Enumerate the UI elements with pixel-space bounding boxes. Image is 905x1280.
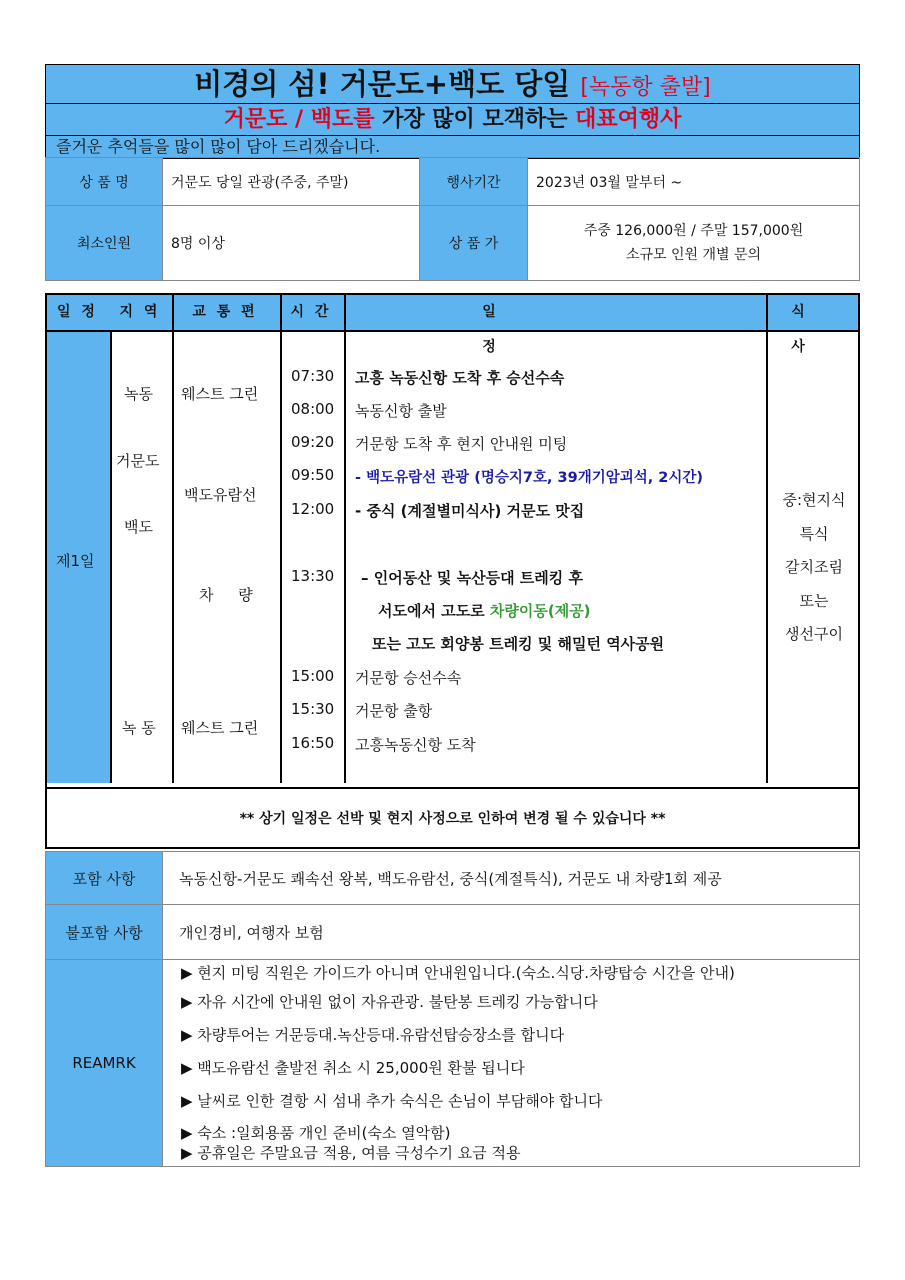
item-depart: 녹동신항 출발	[355, 402, 447, 420]
time-1650: 16:50	[291, 734, 335, 752]
header-time: 시 간	[290, 304, 332, 320]
product-name-label: 상 품 명	[46, 158, 163, 206]
period-value: 2023년 03월 말부터 ~	[528, 158, 860, 206]
day-label: 제1일	[56, 552, 95, 570]
item-trekking: – 인어동산 및 녹산등대 트레킹 후	[361, 569, 583, 587]
include-label: 포함 사항	[46, 852, 163, 905]
item-arrive: 고흥 녹동신항 도착 후 승선수속	[355, 369, 565, 387]
product-info-table	[45, 157, 860, 281]
remark-item: ▶ 백도유람선 출발전 취소 시 25,000원 환불 됩니다	[181, 1059, 525, 1077]
meal-line-3: 갈치조림	[785, 558, 843, 576]
transport-west-green-return: 웨스트 그린	[181, 719, 259, 737]
header-itinerary: 일 정	[482, 304, 626, 355]
header-region: 지 역	[119, 304, 161, 320]
meal-info	[768, 484, 860, 652]
meal-line-5: 생선구이	[785, 625, 843, 643]
meal-line-4: 또는	[799, 591, 829, 610]
time-0800: 08:00	[291, 400, 335, 418]
time-1200: 12:00	[291, 500, 335, 518]
schedule-table	[45, 293, 860, 849]
item-transfer-green: 차량이동(제공)	[489, 602, 591, 620]
item-meeting: 거문항 도착 후 현지 안내원 미팅	[355, 435, 568, 453]
item-cruise: - 백도유람선 관광 (명승지7호, 39개기암괴석, 2시간)	[355, 470, 704, 486]
header-block	[45, 64, 860, 159]
title-tag: [녹동항 출발]	[580, 75, 711, 100]
transport-cruise: 백도유람선	[184, 486, 257, 504]
time-1330: 13:30	[291, 567, 335, 585]
region-nokdong-return: 녹 동	[122, 719, 156, 737]
product-name-value: 거문도 당일 관광(주중, 주말)	[163, 158, 420, 206]
remark-item: ▶ 숙소 :일회용품 개인 준비(숙소 열악함)	[181, 1124, 451, 1142]
region-baekdo: 백도	[124, 518, 153, 536]
min-people-label: 최소인원	[46, 206, 163, 281]
header-meal: 식 사	[791, 304, 835, 355]
subtitle-red-1: 거문도 / 백도를	[223, 107, 375, 132]
item-alt-trek: 또는 고도 회양봉 트레킹 및 해밀턴 역사공원	[372, 635, 665, 653]
include-value: 녹동신항-거문도 쾌속선 왕복, 백도유람선, 중식(계절특식), 거문도 내 차량1회 제공	[163, 852, 860, 905]
header-transport: 교 통 편	[192, 304, 258, 320]
schedule-notice: ** 상기 일정은 선박 및 현지 사정으로 인하여 변경 될 수 있습니다 **	[47, 787, 858, 847]
page-title	[46, 65, 859, 104]
time-1500: 15:00	[291, 667, 335, 685]
subtitle-red-2: 대표여행사	[575, 107, 682, 132]
region-geomundo: 거문도	[116, 452, 160, 470]
title-main: 비경의 섬! 거문도+백도 당일	[194, 67, 571, 101]
min-people-value: 8명 이상	[163, 206, 420, 281]
remark-item: ▶ 차량투어는 거문등대.녹산등대.유람선탑승장소를 합니다	[181, 1026, 565, 1044]
subtitle-mid: 가장 많이 모객하는	[382, 107, 568, 132]
exclude-label: 불포함 사항	[46, 905, 163, 960]
period-label: 행사기간	[420, 158, 528, 206]
item-lunch: - 중식 (계절별미식사) 거문도 맛집	[355, 502, 585, 520]
region-nokdong: 녹동	[124, 385, 153, 403]
exclude-value: 개인경비, 여행자 보험	[163, 905, 860, 960]
remark-item: ▶ 공휴일은 주말요금 적용, 여름 극성수기 요금 적용	[181, 1144, 521, 1162]
transport-vehicle: 차 량	[199, 586, 263, 604]
time-0730: 07:30	[291, 367, 335, 385]
header-day: 일 정	[57, 304, 98, 320]
remark-item: ▶ 자유 시간에 안내원 없이 자유관광. 불탄봉 트레킹 가능합니다	[181, 993, 598, 1011]
remark-item: ▶ 현지 미팅 직원은 가이드가 아니며 안내원입니다.(숙소.식당.차량탑승 시간을 안내)	[181, 964, 735, 982]
tagline: 즐거운 추억들을 많이 많이 담아 드리겠습니다.	[56, 137, 381, 156]
item-transfer	[378, 600, 591, 621]
remark-list	[163, 960, 860, 1167]
item-arrival: 고흥녹동신항 도착	[355, 736, 476, 754]
meal-line-1: 중:현지식	[782, 491, 846, 509]
region-column	[110, 295, 174, 783]
time-1530: 15:30	[291, 700, 335, 718]
transport-column	[172, 295, 282, 783]
transport-west-green: 웨스트 그린	[181, 385, 259, 403]
meal-line-2: 특식	[799, 524, 829, 543]
item-departure: 거문항 출항	[355, 702, 433, 720]
subtitle	[46, 104, 859, 136]
remark-label: REAMRK	[46, 960, 163, 1167]
price-line-1: 주중 126,000원 / 주말 157,000원	[583, 223, 804, 239]
time-0920: 09:20	[291, 433, 335, 451]
price-value	[528, 206, 860, 281]
remark-item: ▶ 날씨로 인한 결항 시 섬내 추가 숙식은 손님이 부담해야 합니다	[181, 1092, 603, 1110]
item-transfer-text: 서도에서 고도로	[378, 602, 485, 620]
terms-table	[45, 851, 860, 1167]
price-line-2: 소규모 인원 개별 문의	[625, 247, 762, 263]
price-label: 상 품 가	[420, 206, 528, 281]
time-0950: 09:50	[291, 466, 335, 484]
item-boarding: 거문항 승선수속	[355, 669, 462, 687]
